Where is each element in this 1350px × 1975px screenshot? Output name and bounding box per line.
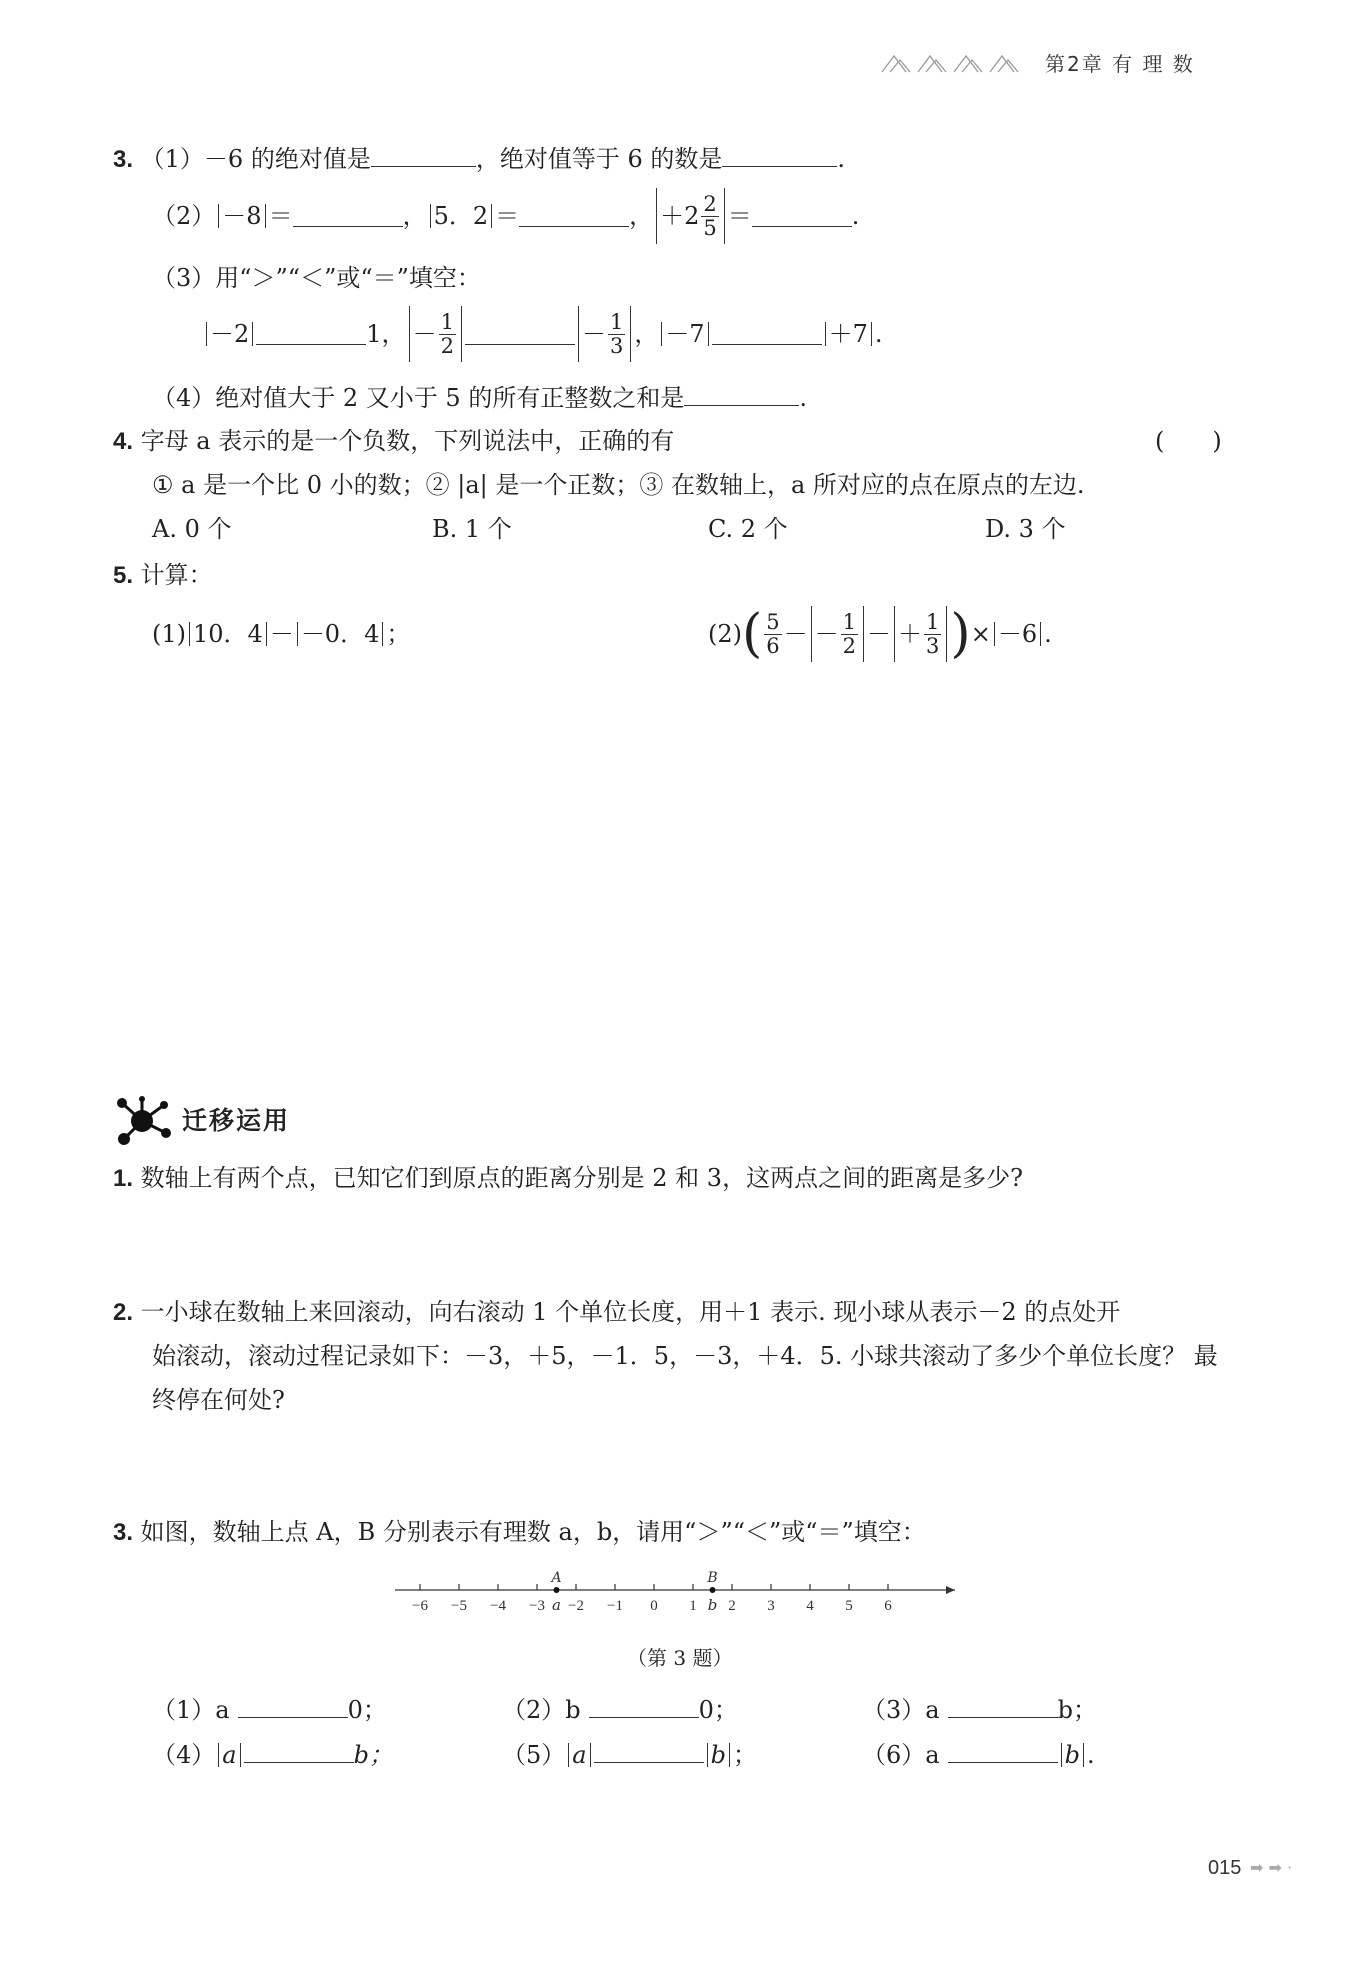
text: b； (1057, 1696, 1097, 1724)
label: （2）b (502, 1696, 581, 1724)
semicolon: ； (386, 620, 411, 648)
answer-blank[interactable] (238, 1697, 348, 1718)
tick-label: 2 (728, 1598, 736, 1614)
q3-p1-text2: ，绝对值等于 6 的数是 (475, 145, 723, 173)
q3-p4-text: （4）绝对值大于 2 又小于 5 的所有正整数之和是 (152, 384, 685, 412)
label: （5） (502, 1741, 566, 1769)
axis-arrow (946, 1586, 955, 1594)
text: ； (732, 1741, 757, 1769)
q3-part4: （4）绝对值大于 2 又小于 5 的所有正整数之和是 . (152, 384, 807, 412)
times: × (970, 620, 991, 648)
label: (1) (152, 620, 186, 648)
q3-part2: （2） －8 ＝ ， 5．2 ＝ ， ＋2 $\frac{2}{5}$ ＝ . (152, 188, 859, 244)
answer-blank[interactable] (244, 1742, 354, 1763)
q3-p1-text: （1）－6 的绝对值是 (140, 145, 371, 173)
tick-label: −4 (490, 1598, 506, 1614)
answer-blank[interactable] (948, 1742, 1058, 1763)
answer-blank[interactable] (948, 1697, 1058, 1718)
minus: － (269, 620, 294, 648)
label: (2) (708, 620, 742, 648)
answer-blank[interactable] (293, 206, 403, 227)
answer-blank[interactable] (594, 1742, 704, 1763)
text: 0； (698, 1696, 738, 1724)
answer-blank[interactable] (752, 206, 852, 227)
point-a-dot (554, 1587, 560, 1593)
abs-value: －6 (997, 620, 1038, 648)
abs-value: －0．4 (300, 620, 380, 648)
var: b； (353, 1741, 393, 1769)
q3-part3: －2 1， － $\frac{1}{2}$ － $\frac{1}{3}$ ， －7 ＋7 . (203, 306, 883, 362)
fraction: $\frac{1}{2}$ (440, 310, 454, 358)
q4-option-b[interactable]: B. 1 个 (432, 515, 512, 543)
answer-blank[interactable] (722, 146, 837, 167)
answer-blank[interactable] (684, 385, 799, 406)
tick-label: −6 (412, 1598, 428, 1614)
text: . (1086, 1741, 1095, 1769)
tick-label: −1 (607, 1598, 623, 1614)
q4-stem (113, 429, 674, 454)
tick-label: −2 (568, 1598, 584, 1614)
t2-text: 一小球在数轴上来回滚动，向右滚动 1 个单位长度，用＋1 表示. 现小球从表示－2 的点处开 (140, 1298, 1121, 1326)
t3-stem (113, 1520, 926, 1545)
tick-label: 5 (845, 1598, 853, 1614)
q3-part1 (113, 146, 845, 172)
label: （4） (152, 1741, 216, 1769)
q5-stem-text: 计算： (140, 561, 213, 589)
t3-stem-text: 如图，数轴上点 A，B 分别表示有理数 a，b，请用“＞”“＜”或“＝”填空： (140, 1518, 926, 1546)
point-b-var: b (707, 1596, 718, 1614)
abs-value: ＋7 (828, 320, 868, 348)
question-number: 4. (113, 428, 134, 455)
fraction: $\frac{1}{3}$ (609, 310, 624, 358)
t1-text: 数轴上有两个点，已知它们到原点的距离分别是 2 和 3，这两点之间的距离是多少? (140, 1164, 1023, 1192)
fraction: $\frac{2}{5}$ (703, 192, 717, 240)
question-number: 3. (113, 1519, 134, 1546)
fraction: $\frac{5}{6}$ (766, 610, 780, 658)
var: b (1064, 1741, 1080, 1769)
period: . (837, 145, 845, 173)
tick-label: −3 (529, 1598, 545, 1614)
number-line-figure (390, 1565, 970, 1620)
abs-value: 5．2 (433, 202, 489, 230)
q4-option-d[interactable]: D. 3 个 (985, 515, 1066, 543)
point-a-var: a (552, 1596, 561, 1614)
q5-stem (113, 563, 213, 588)
chapter-title: 第2章 有 理 数 (1045, 52, 1195, 76)
tick-label: 4 (806, 1598, 814, 1614)
t2-line1 (113, 1300, 1120, 1325)
page-number: 015 (1208, 1857, 1242, 1879)
q4-stem-text: 字母 a 表示的是一个负数，下列说法中，正确的有 (140, 427, 675, 455)
abs-value: －7 (665, 320, 705, 348)
label: （1）a (152, 1696, 230, 1724)
minus: － (412, 320, 437, 348)
tick-label: 0 (650, 1598, 658, 1614)
tick-label: 3 (767, 1598, 775, 1614)
q5-part1 (152, 622, 410, 646)
question-number: 5. (113, 562, 134, 589)
fraction: $\frac{1}{3}$ (926, 610, 940, 658)
molecule-icon (112, 1095, 172, 1151)
q3-part3-label: （3）用“＞”“＜”或“＝”填空： (152, 264, 481, 292)
t2-line2: 始滚动，滚动过程记录如下：－3，＋5，－1．5，－3，＋4．5. 小球共滚动了多少个单位长度？ 最 (152, 1342, 1218, 1370)
question-number: 3. (113, 146, 134, 173)
fraction: $\frac{1}{2}$ (842, 610, 857, 658)
var: a (572, 1741, 587, 1769)
answer-blank[interactable] (371, 146, 476, 167)
equals: ＝ (268, 202, 293, 230)
point-b-label: B (707, 1570, 718, 1586)
label: （3）a (862, 1696, 940, 1724)
mixed-whole: ＋2 (660, 202, 700, 230)
label: （6）a (862, 1741, 940, 1769)
section-title: 迁移运用 (182, 1106, 291, 1135)
t1 (113, 1166, 1023, 1191)
text: 0； (347, 1696, 387, 1724)
point-a-label: A (551, 1570, 562, 1586)
q4-option-a[interactable]: A. 0 个 (152, 515, 232, 543)
point-b-dot (710, 1587, 716, 1593)
tick-label: 1 (689, 1598, 697, 1614)
abs-value: 10．4 (193, 620, 263, 648)
one: 1， (366, 320, 406, 348)
q5-part2: (2) ( $\frac{5}{6}$ － － $\frac{1}{2}$ － ＋ $\frac{1}{3}$ ) × －6 . (708, 604, 1052, 664)
question-number: 2. (113, 1299, 134, 1326)
tick-label: 6 (884, 1598, 892, 1614)
header-mountain-decoration (880, 52, 1030, 78)
t2-line3: 终停在何处? (152, 1386, 285, 1414)
tick-label: −5 (451, 1598, 467, 1614)
var: b (710, 1741, 726, 1769)
abs-value: －2 (210, 320, 250, 348)
arrow-icon: ➡ ➡ · (1250, 1858, 1293, 1877)
question-number: 1. (113, 1165, 134, 1192)
answer-blank[interactable] (519, 206, 629, 227)
var: a (222, 1741, 237, 1769)
answer-blank[interactable] (589, 1697, 699, 1718)
q4-statements: ① a 是一个比 0 小的数；② |a| 是一个正数；③ 在数轴上，a 所对应的点在原点的左边. (152, 471, 1085, 499)
figure-caption: （第 3 题） (627, 1646, 733, 1670)
q4-option-c[interactable]: C. 2 个 (708, 515, 788, 543)
answer-blank[interactable] (256, 324, 366, 345)
answer-blank[interactable] (465, 324, 575, 345)
answer-blank[interactable] (712, 324, 822, 345)
q3-p2-label: （2） (152, 202, 216, 230)
answer-paren[interactable]: ( ) (1155, 427, 1222, 455)
abs-value: －8 (222, 202, 262, 230)
